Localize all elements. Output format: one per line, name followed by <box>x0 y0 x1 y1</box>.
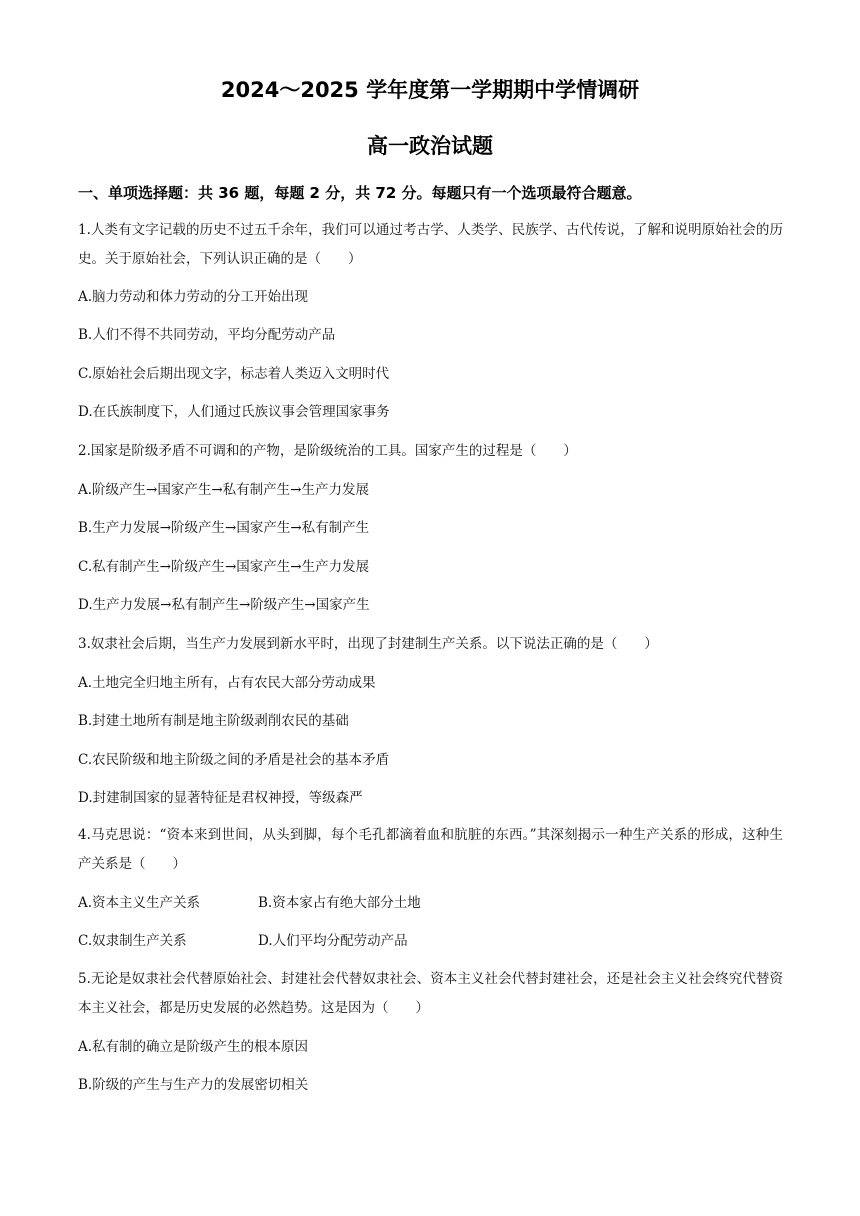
question-3-option-c: C.农民阶级和地主阶级之间的矛盾是社会的基本矛盾 <box>78 752 390 768</box>
question-2-option-d: D.生产力发展→私有制产生→阶级产生→国家产生 <box>78 597 370 613</box>
question-4-option-c: C.奴隶制生产关系 <box>78 933 187 949</box>
question-1-option-c: C.原始社会后期出现文字，标志着人类迈入文明时代 <box>78 366 390 382</box>
question-3-option-a: A.土地完全归地主所有，占有农民大部分劳动成果 <box>78 675 376 691</box>
question-4-stem: 4.马克思说：“资本来到世间，从头到脚，每个毛孔都滴着血和肮脏的东西。”其深刻揭示一种生产关系的形成，这种生产关系是（ ） <box>78 827 783 872</box>
exam-subtitle: 高一政治试题 <box>367 134 493 158</box>
question-1-option-d: D.在氏族制度下，人们通过氏族议事会管理国家事务 <box>78 404 390 420</box>
question-5-stem: 5.无论是奴隶社会代替原始社会、封建社会代替奴隶社会、资本主义社会代替封建社会，还是社会主义社会终究代替资本主义社会，都是历史发展的必然趋势。这是因为（ ） <box>78 971 783 1016</box>
question-4-option-a: A.资本主义生产关系 <box>78 895 201 911</box>
exam-title: 2024～2025 学年度第一学期期中学情调研 <box>220 78 640 102</box>
question-2-option-a: A.阶级产生→国家产生→私有制产生→生产力发展 <box>78 482 369 498</box>
question-3-option-b: B.封建土地所有制是地主阶级剥削农民的基础 <box>78 713 349 729</box>
question-2-stem: 2.国家是阶级矛盾不可调和的产物，是阶级统治的工具。国家产生的过程是（ ） <box>78 443 577 459</box>
question-3-stem: 3.奴隶社会后期，当生产力发展到新水平时，出现了封建制生产关系。以下说法正确的是（ ） <box>78 636 658 652</box>
question-5-option-a: A.私有制的确立是阶级产生的根本原因 <box>78 1039 309 1055</box>
question-4-option-b: B.资本家占有绝大部分土地 <box>258 895 421 911</box>
question-4-option-d: D.人们平均分配劳动产品 <box>258 933 408 949</box>
question-2-option-b: B.生产力发展→阶级产生→国家产生→私有制产生 <box>78 520 370 536</box>
question-3-option-d: D.封建制国家的显著特征是君权神授，等级森严 <box>78 790 363 806</box>
question-1-option-b: B.人们不得不共同劳动，平均分配劳动产品 <box>78 327 336 343</box>
question-2-option-c: C.私有制产生→阶级产生→国家产生→生产力发展 <box>78 559 370 575</box>
question-5-option-b: B.阶级的产生与生产力的发展密切相关 <box>78 1077 309 1093</box>
question-1-stem: 1.人类有文字记载的历史不过五千余年，我们可以通过考古学、人类学、民族学、古代传说，了解和说明原始社会的历史。关于原始社会，下列认识正确的是（ ） <box>78 222 783 267</box>
question-1-option-a: A.脑力劳动和体力劳动的分工开始出现 <box>78 289 309 305</box>
section-heading: 一、单项选择题：共 36 题，每题 2 分，共 72 分。每题只有一个选项最符合题意。 <box>78 184 642 202</box>
